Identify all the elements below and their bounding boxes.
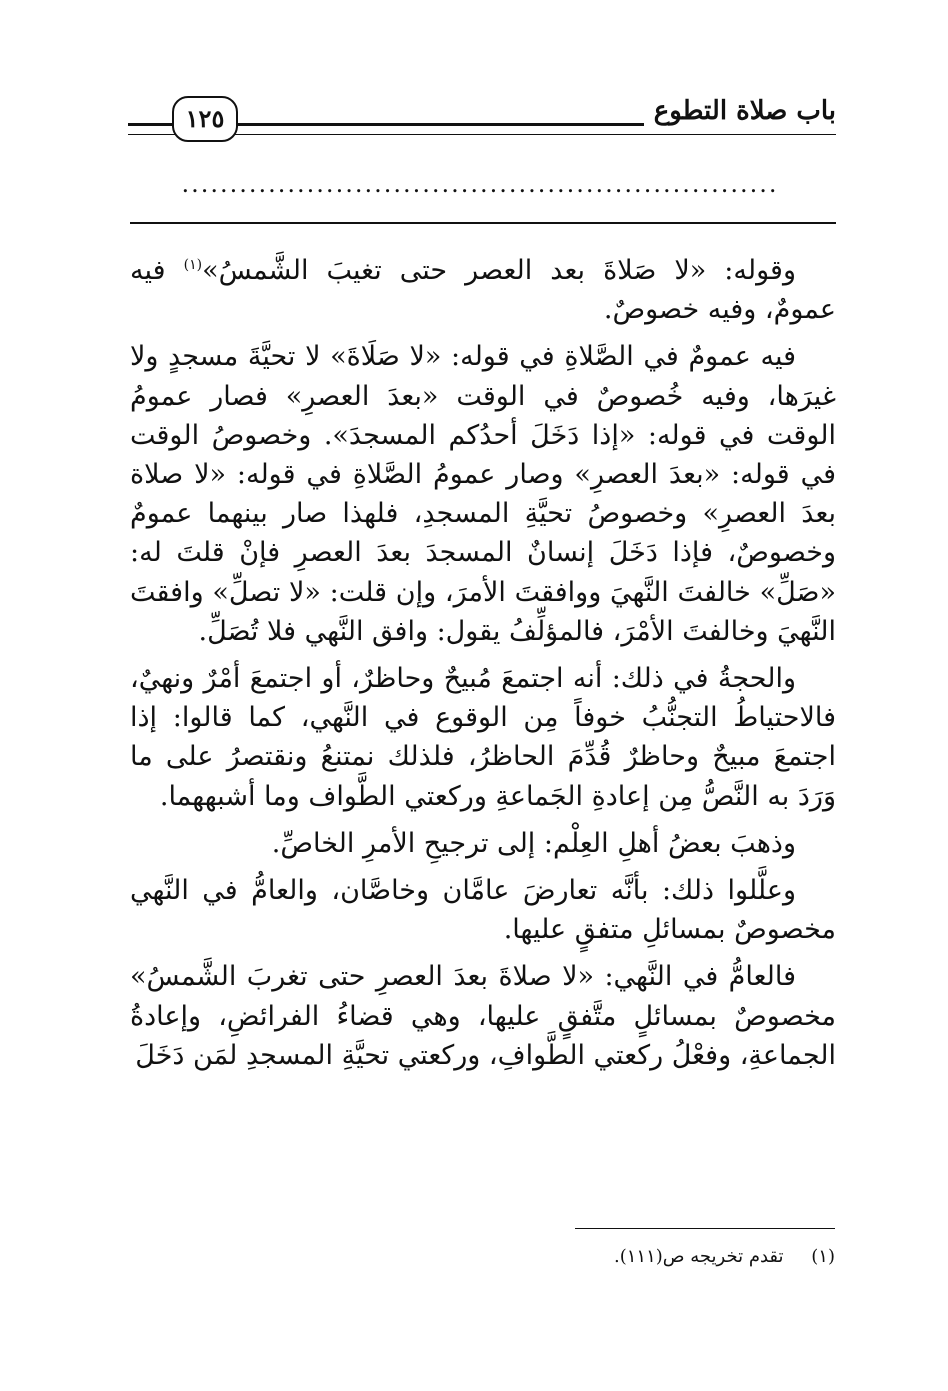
paragraph-text: وذهبَ بعضُ أهلِ العِلْم: إلى ترجيحِ الأمرِ الخاصِّ. [271,827,796,859]
page-header [128,92,836,146]
footnote-rule [575,1228,835,1229]
paragraph [130,824,836,863]
paragraph [130,246,836,329]
paragraph [130,871,836,949]
paragraph-text: فيه عمومٌ في الصَّلاةِ في قوله: «لا صَلَاةَ» لا تحيَّةَ مسجدٍ ولا غيرَها، وفيه خُصوصٌ في الوقت «بعدَ العصرِ» فصار عمومُ الوقت في قوله: «إذا دَخَلَ أحدُكم المسجدَ». وخصوصُ الوقت في قوله: «بعدَ العصرِ» وصار عمومُ الصَّلاةِ في قوله: «لا صلاة بعدَ العصرِ» وخصوصُ تحيَّةِ المسجدِ، فلهذا صار بينهما عمومٌ وخصوصٌ، فإذا دَخَلَ إنسانٌ المسجدَ بعدَ العصرِ فإنْ قلتَ له: «صَلِّ» خالفتَ النَّهيَ ووافقتَ الأمرَ، وإن قلت: «لا تصلِّ» وافقتَ النَّهيَ وخالفتَ الأمْرَ، فالمؤلِّفُ يقول: وافق النَّهي فلا تُصَلِّ. [130,341,836,647]
paragraph-text: وقوله: «لا صَلاةَ بعد العصر حتى تغيبَ الشَّمسُ» [202,255,796,286]
footnote-marker[interactable]: (١) [183,257,203,273]
paragraph [130,337,836,651]
footnote [435,1244,835,1270]
paragraph [130,957,836,1075]
paragraph-text: والحجةُ في ذلك: أنه اجتمعَ مُبيحٌ وحاظرٌ، أو اجتمعَ أمْرٌ ونهيٌ، فالاحتياطُ التجنُّبُ خوفاً مِن الوقوع في النَّهي، كما قالوا: إذا اجتمعَ مبيحٌ وحاظرٌ قُدِّمَ الحاظرُ، فلذلك نمتنعُ ونقتصرُ على ما وَرَدَ به النَّصُّ مِن إعادةِ الجَماعةِ وركعتي الطَّواف وما أشبههما. [130,663,836,812]
footnote-number: (١) [811,1246,835,1267]
paragraph-text: وعلَّلوا ذلك: بأنَّه تعارضَ عامَّان وخاصَّان، والعامُّ في النَّهي مخصوصٌ بمسائلِ متفقٍ عليها. [130,875,836,946]
page-number: ١٢٥ [172,96,238,142]
footnote-text: تقدم تخريجه ص(١١١). [613,1246,784,1267]
paragraph-text: فيه عمومٌ، وفيه خصوصٌ. [130,255,836,326]
running-title: باب صلاة التطوع [644,94,836,128]
paragraph [130,659,836,816]
paragraph-text: فالعامُّ في النَّهي: «لا صلاةَ بعدَ العصرِ حتى تغربَ الشَّمسُ» مخصوصٌ بمسائلٍ متَّفقٍ عليها، وهي قضاءُ الفرائضِ، وإعادةُ الجماعةِ، وفعْلُ ركعتي الطَّوافِ، وركعتي تحيَّةِ المسجدِ لمَن دَخَلَ [130,961,836,1071]
header-divider [130,222,836,224]
dotted-separator: .............................................................. [181,170,779,198]
body-text [130,246,836,1083]
